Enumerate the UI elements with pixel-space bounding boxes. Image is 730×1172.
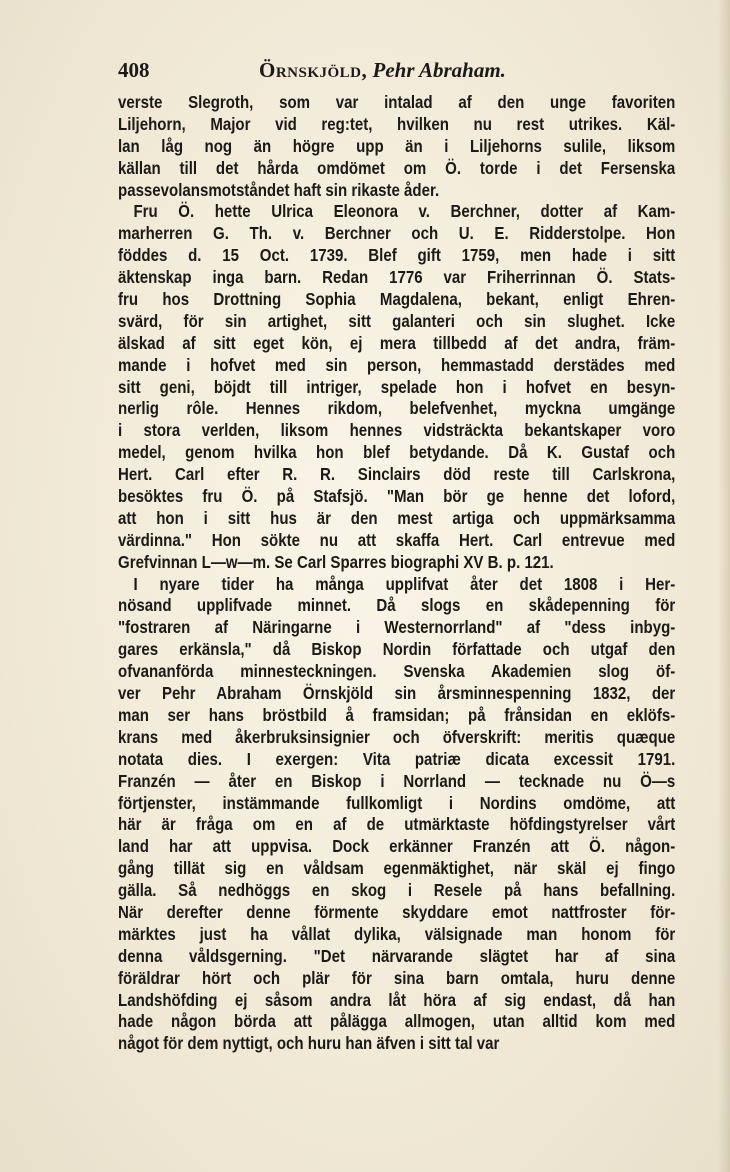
text-line: medel, genom hvilka hon blef betydande. Då K. Gustaf och: [118, 442, 676, 463]
text-line: När derefter denne förmente skyddare emot nattfroster för-: [118, 901, 676, 922]
text-line: ofvananförda minnesteckningen. Svenska Akademien slog öf-: [118, 661, 676, 682]
page-number: 408: [118, 58, 150, 82]
text-line: land har att uppvisa. Dock erkänner Franzén att Ö. någon-: [118, 836, 676, 857]
text-line: fru hos Drottning Sophia Magdalena, bekant, enligt Ehren-: [118, 289, 676, 310]
text-line: i stora verlden, liksom hennes vidsträckta bekantskaper voro: [118, 420, 676, 441]
text-line: något för dem nyttigt, och huru han äfven i sitt tal var: [118, 1033, 500, 1054]
running-head: [259, 58, 506, 83]
text-line: nerlig rôle. Hennes rikdom, belefvenhet, myckna umgänge: [118, 398, 676, 419]
text-line: här är fråga om en af de utmärktaste höfdingstyrelser vårt: [118, 814, 676, 835]
text-line: gång tillät sig en våldsam egenmäktighet, när skäl ej fingo: [118, 858, 676, 879]
page-edge-shadow: [718, 0, 730, 1172]
text-line: mande i hofvet med sin person, hemmastadd derstädes med: [118, 354, 676, 375]
text-line: gares erkänsla," då Biskop Nordin författade och utgaf den: [118, 639, 676, 660]
text-line: krans med åkerbruksinsignier och öfverskrift: meritis quæque: [118, 726, 676, 747]
text-line: värdinna." Hon sökte nu att skaffa Hert. Carl entrevue med: [118, 529, 676, 550]
text-line: lan låg nog än högre upp än i Liljehorns sulile, liksom: [118, 135, 676, 156]
text-line: Franzén — åter en Biskop i Norrland — tecknade nu Ö—s: [118, 770, 676, 791]
text-line: gälla. Så nedhöggs en skog i Resele på hans befallning.: [118, 880, 676, 901]
text-line: "fostraren af Näringarne i Westernorrland" af "dess inbyg-: [118, 617, 676, 638]
text-line: notata dies. I exergen: Vita patriæ dicata excessit 1791.: [118, 748, 676, 769]
text-line: Hert. Carl efter R. R. Sinclairs död reste till Carlskrona,: [118, 464, 676, 485]
text-line: Fru Ö. hette Ulrica Eleonora v. Berchner, dotter af Kam-: [133, 201, 676, 222]
text-line: Grefvinnan L—w—m. Se Carl Sparres biographi XV B. p. 121.: [118, 551, 554, 572]
text-line: denna våldsgerning. "Det närvarande slägtet har af sina: [118, 945, 676, 966]
text-line: ver Pehr Abraham Örnskjöld sin årsminnespenning 1832, der: [118, 683, 676, 704]
text-line: föräldrar hört och plär för sina barn omtala, huru denne: [118, 967, 676, 988]
text-line: Landshöfding ej såsom andra låt höra af sig endast, då han: [118, 989, 676, 1010]
text-line: man ser hans bröstbild å framsidan; på frånsidan en eklöfs-: [118, 704, 676, 725]
text-line: marherren G. Th. v. Berchner och U. E. Ridderstolpe. Hon: [118, 223, 676, 244]
text-line: älskad af sitt eget kön, ej mera tillbedd af det andra, främ-: [118, 332, 676, 353]
text-line: verste Slegroth, som var intalad af den unge favoriten: [118, 92, 676, 112]
body-text: [118, 92, 675, 1055]
text-line: sitt geni, böjdt till intriger, spelade hon i hofvet en besyn-: [118, 376, 676, 397]
text-line: hade någon börda att pålägga allmogen, utan alltid kom med: [118, 1011, 676, 1032]
text-line: äktenskap inga barn. Redan 1776 var Friherrinnan Ö. Stats-: [118, 267, 676, 288]
text-line: Liljehorn, Major vid reg:tet, hvilken nu rest utrikes. Käl-: [118, 113, 676, 134]
running-head-surname: Örnskjöld,: [259, 58, 368, 82]
text-line: besöktes fru Ö. på Stafsjö. "Man bör ge henne det loford,: [118, 486, 676, 507]
text-line: källan till det hårda omdömet om Ö. torde i det Fersenska: [118, 157, 676, 178]
text-line: I nyare tider ha många upplifvat åter det 1808 i Her-: [133, 573, 676, 594]
text-line: märktes just ha vållat dylika, välsignade man honom för: [118, 923, 676, 944]
text-line: passevolansmotståndet haft sin rikaste åder.: [118, 179, 440, 200]
text-line: att hon i sitt hus är den mest artiga och uppmärksamma: [118, 507, 676, 528]
text-line: nösand upplifvade minnet. Då slogs en skådepenning för: [118, 595, 676, 616]
running-head-given-names: Pehr Abraham.: [372, 58, 506, 82]
text-line: föddes d. 15 Oct. 1739. Blef gift 1759, men hade i sitt: [118, 245, 676, 266]
page-header: [118, 56, 678, 86]
text-line: förtjenster, instämmande fullkomligt i Nordins omdöme, att: [118, 792, 676, 813]
text-line: svärd, för sin artighet, sitt galanteri och sin slughet. Icke: [118, 310, 676, 331]
